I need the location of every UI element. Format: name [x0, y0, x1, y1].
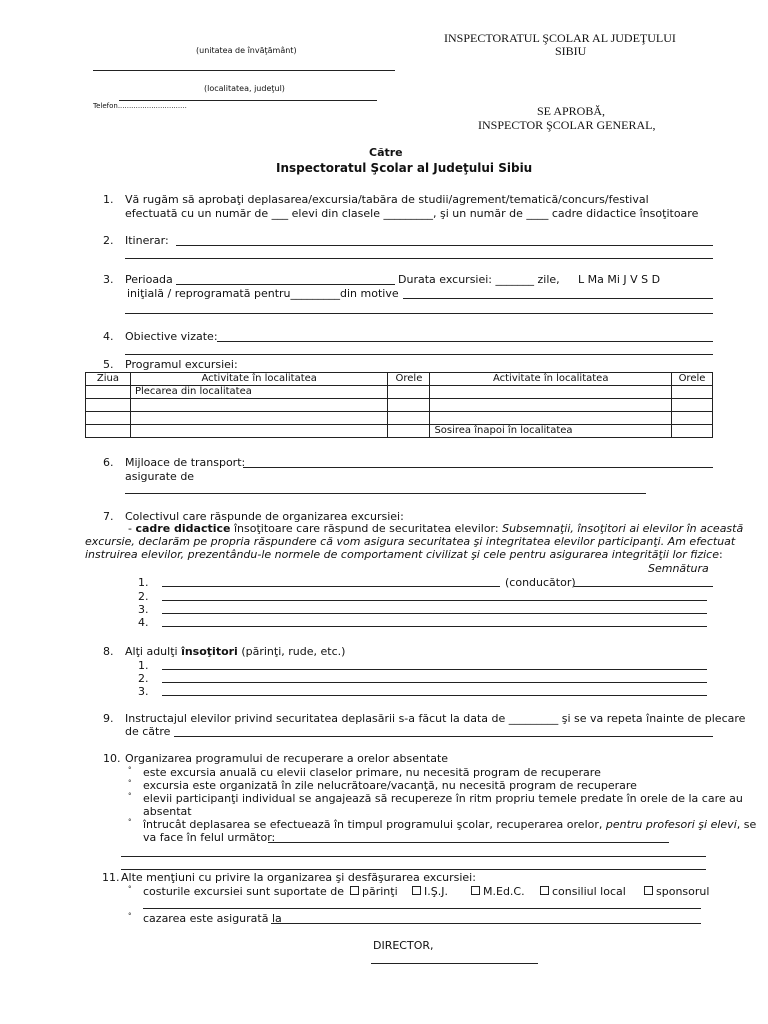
teacher-1-number: 1.: [138, 576, 149, 589]
costs-extra-line[interactable]: [143, 908, 701, 909]
safety-briefing-text: Instructajul elevilor privind securitatea deplasării s-a făcut la data de _________ şi se va repeta înainte de plecare: [125, 712, 746, 725]
item-6-number: 6.: [103, 456, 114, 469]
program-table: [85, 372, 713, 438]
provided-by-line[interactable]: [125, 493, 646, 494]
item-8-number: 8.: [103, 645, 114, 658]
column-header-hours: Orele: [388, 373, 430, 386]
local-council-option[interactable]: consiliul local: [540, 885, 626, 898]
recovery-method-line-3[interactable]: [121, 869, 706, 870]
duration-label: Durata excursiei: _______ zile,: [398, 273, 560, 286]
return-cell: Sosirea înapoi în localitatea: [430, 425, 672, 438]
table-row[interactable]: [86, 399, 713, 412]
bullet-icon: °: [128, 766, 132, 774]
phone-label: Telefon...............................: [93, 102, 187, 110]
approval-label: SE APROBĂ,: [537, 104, 606, 118]
objectives-line[interactable]: [217, 341, 713, 342]
initial-rescheduled-label: iniţială / reprogramată pentru_________din motive: [127, 287, 399, 300]
bullet-icon: °: [128, 818, 132, 826]
inspectorate-county: SIBIU: [555, 44, 587, 58]
column-header-activity: Activitate în localitatea: [130, 373, 388, 386]
recovery-option-3[interactable]: elevii participanţi individual se angajează să recupereze în ritm propriu temele predate în orele de la care au: [143, 792, 743, 805]
weekdays-label: L Ma Mi J V S D: [578, 273, 661, 286]
adult-2-number: 2.: [138, 672, 149, 685]
director-signature-line[interactable]: [371, 963, 538, 964]
other-mentions-label: Alte menţiuni cu privire la organizarea şi desfăşurarea excursiei:: [121, 871, 476, 884]
lodging-label: cazarea este asigurată la: [143, 912, 282, 925]
teacher-3-line[interactable]: [162, 613, 707, 614]
costs-label: costurile excursiei sunt suportate de: [143, 885, 345, 898]
program-label: Programul excursiei:: [125, 358, 238, 371]
item-3-number: 3.: [103, 273, 114, 286]
transport-line[interactable]: [243, 467, 713, 468]
item-2-number: 2.: [103, 234, 114, 247]
column-header-activity-2: Activitate în localitatea: [430, 373, 672, 386]
teacher-2-line[interactable]: [162, 600, 707, 601]
recovery-program-label: Organizarea programului de recuperare a orelor absentate: [125, 752, 449, 765]
item-10-number: 10.: [103, 752, 121, 765]
recovery-option-3-cont: absentat: [143, 805, 192, 818]
bullet-icon: °: [128, 912, 132, 920]
departure-cell: Plecarea din localitatea: [130, 386, 388, 399]
by-whom-line[interactable]: [174, 736, 713, 737]
itinerary-line-2[interactable]: [125, 258, 713, 259]
addressee-name: Inspectoratul Şcolar al Judeţului Sibiu: [276, 161, 533, 175]
recovery-option-1[interactable]: este excursia anuală cu elevii claselor primare, nu necesită program de recuperare: [143, 766, 601, 779]
teachers-line: - cadre didactice însoţitoare care răspund de securitatea elevilor: Subsemnaţii, însoţitori ai elevilor în această: [128, 522, 744, 535]
item-4-number: 4.: [103, 330, 114, 343]
provided-by-label: asigurate de: [125, 470, 195, 483]
leader-label: (conducător): [505, 576, 576, 589]
table-header-row: [86, 373, 713, 386]
teacher-1-signature-line[interactable]: [574, 586, 713, 587]
declaration-line-3: instruirea elevilor, prezentându-le normele de comportament civilizat şi cele pentru asigurarea integrităţii lor fizice:: [85, 548, 723, 561]
period-extra-line[interactable]: [125, 313, 713, 314]
checkbox-icon[interactable]: [412, 886, 421, 895]
school-unit-label: (unitatea de învăţământ): [196, 46, 297, 55]
itinerary-line[interactable]: [176, 245, 713, 246]
inspectorate-title: INSPECTORATUL ŞCOLAR AL JUDEŢULUI: [444, 31, 676, 45]
adult-1-number: 1.: [138, 659, 149, 672]
period-label: Perioada: [125, 273, 173, 286]
school-unit-line[interactable]: [93, 70, 395, 71]
general-inspector-label: INSPECTOR ŞCOLAR GENERAL,: [478, 118, 656, 132]
signature-label: Semnătura: [648, 562, 709, 575]
objectives-line-2[interactable]: [125, 354, 713, 355]
checkbox-icon[interactable]: [540, 886, 549, 895]
item-7-number: 7.: [103, 510, 114, 523]
column-header-hours-2: Orele: [671, 373, 712, 386]
recovery-method-line[interactable]: [268, 842, 669, 843]
teacher-4-line[interactable]: [162, 626, 707, 627]
objectives-label: Obiective vizate:: [125, 330, 218, 343]
director-label: DIRECTOR,: [373, 939, 434, 952]
lodging-line[interactable]: [271, 923, 701, 924]
bullet-icon: °: [128, 779, 132, 787]
adult-3-line[interactable]: [162, 695, 707, 696]
recovery-option-4[interactable]: întrucât deplasarea se efectuează în timpul programului şcolar, recuperarea orelor, pentru profesori şi elevi, se: [143, 818, 757, 831]
teacher-1-name-line[interactable]: [162, 586, 500, 587]
itinerary-label: Itinerar:: [125, 234, 169, 247]
organizers-label: Colectivul care răspunde de organizarea excursiei:: [125, 510, 404, 523]
addressee-to: Către: [369, 146, 403, 159]
medc-option[interactable]: M.Ed.C.: [471, 885, 525, 898]
recovery-option-4-cont: va face în felul următor:: [143, 831, 276, 844]
locality-label: (localitatea, judeţul): [204, 84, 285, 93]
transport-label: Mijloace de transport:: [125, 456, 246, 469]
recovery-method-line-2[interactable]: [121, 856, 706, 857]
period-line[interactable]: [176, 284, 395, 285]
checkbox-icon[interactable]: [350, 886, 359, 895]
table-row[interactable]: [86, 425, 713, 438]
item-1-text: Vă rugăm să aprobaţi deplasarea/excursia/tabăra de studii/agrement/tematică/concurs/festival: [125, 193, 649, 206]
teacher-3-number: 3.: [138, 603, 149, 616]
item-11-number: 11.: [102, 871, 120, 884]
checkbox-icon[interactable]: [644, 886, 653, 895]
column-header-day: Ziua: [86, 373, 131, 386]
recovery-option-2[interactable]: excursia este organizată în zile nelucrătoare/vacanţă, nu necesită program de recuperare: [143, 779, 637, 792]
sponsor-option[interactable]: sponsorul: [644, 885, 709, 898]
locality-line[interactable]: [119, 100, 377, 101]
by-whom-label: de către: [125, 725, 171, 738]
table-row[interactable]: [86, 412, 713, 425]
adult-1-line[interactable]: [162, 669, 707, 670]
declaration-line-2: excursie, declarăm pe propria răspundere că vom asigura securitatea şi integritatea elevilor participanţi. Am efectuat: [85, 535, 736, 548]
parents-option[interactable]: părinţi: [350, 885, 398, 898]
other-adults-label: Alţi adulţi însoţitori (părinţi, rude, etc.): [125, 645, 346, 658]
bullet-icon: °: [128, 792, 132, 800]
item-9-number: 9.: [103, 712, 114, 725]
item-1-text-cont: efectuată cu un număr de ___ elevi din clasele _________, şi un număr de ____ cadre didactice însoţitoare: [125, 207, 699, 220]
bullet-icon: °: [128, 885, 132, 893]
adult-2-line[interactable]: [162, 682, 707, 683]
checkbox-icon[interactable]: [471, 886, 480, 895]
teacher-2-number: 2.: [138, 590, 149, 603]
item-1-number: 1.: [103, 193, 114, 206]
teacher-4-number: 4.: [138, 616, 149, 629]
reason-line[interactable]: [403, 298, 713, 299]
isj-option[interactable]: I.Ş.J.: [412, 885, 448, 898]
item-5-number: 5.: [103, 358, 114, 371]
table-row[interactable]: [86, 386, 713, 399]
adult-3-number: 3.: [138, 685, 149, 698]
